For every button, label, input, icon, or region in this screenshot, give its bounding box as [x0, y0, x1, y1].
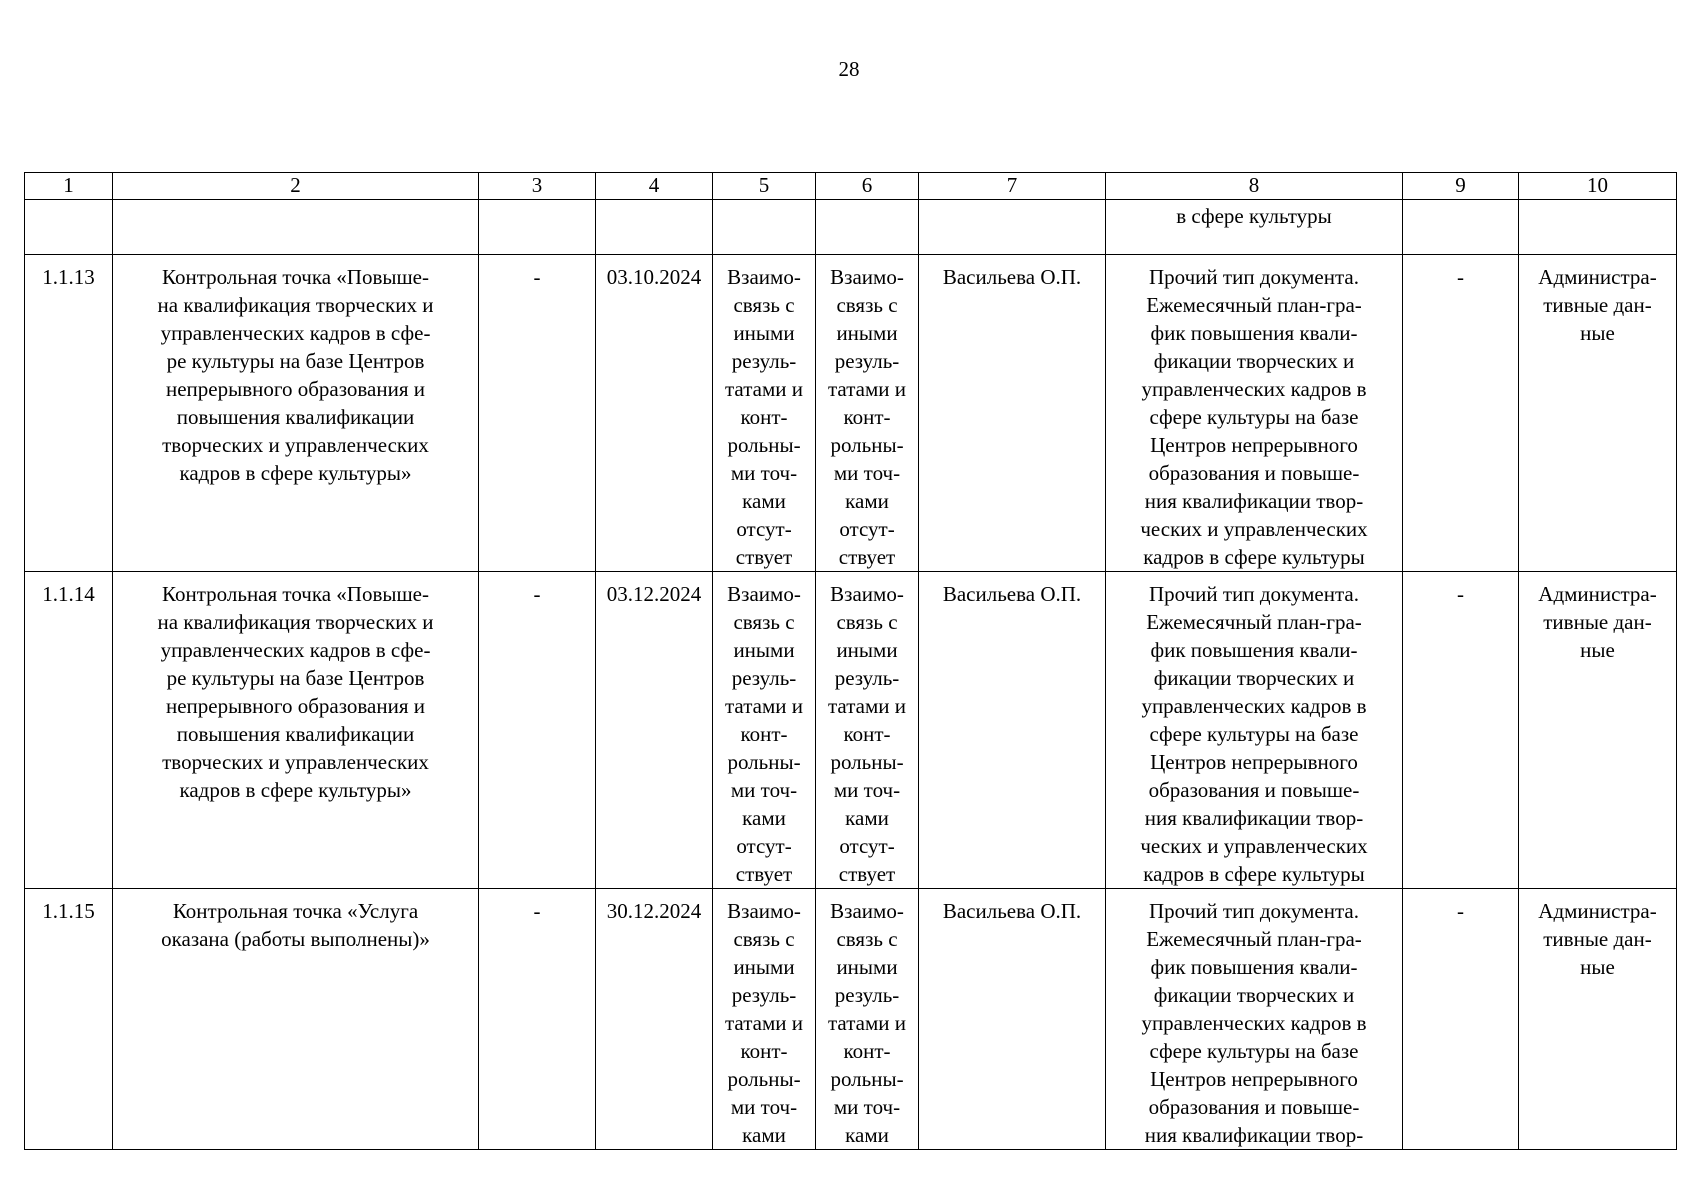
- column-number: 7: [919, 173, 1106, 200]
- control-points-table: [24, 172, 1677, 1150]
- document-cell: Прочий тип документа. Ежемесячный план-гра- фик повышения квали- фикации творческих и управленческих кадров в сфере культуры на базе Центров непрерывного образования и повыше- ния квалификации твор- ческих и управленческих кадров в сфере культуры: [1106, 572, 1403, 889]
- document-cell: Прочий тип документа. Ежемесячный план-гра- фик повышения квали- фикации творческих и управленческих кадров в сфере культуры на базе Центров непрерывного образования и повыше- ния квалификации твор-: [1106, 889, 1403, 1150]
- empty-cell: [25, 200, 113, 255]
- data-source-cell: Администра- тивные дан- ные: [1519, 889, 1677, 1150]
- table-row: [25, 255, 1677, 572]
- table-row: [25, 572, 1677, 889]
- relationship-cell: Взаимо- связь с иными резуль- татами и конт- рольны- ми точ- ками отсут- ствует: [713, 255, 816, 572]
- dash-cell: -: [479, 889, 596, 1150]
- empty-cell: [113, 200, 479, 255]
- document-cell: Прочий тип документа. Ежемесячный план-гра- фик повышения квали- фикации творческих и управленческих кадров в сфере культуры на базе Центров непрерывного образования и повыше- ния квалификации твор- ческих и управленческих кадров в сфере культуры: [1106, 255, 1403, 572]
- relationship-cell: Взаимо- связь с иными резуль- татами и конт- рольны- ми точ- ками: [713, 889, 816, 1150]
- column-number: 2: [113, 173, 479, 200]
- row-id-cell: 1.1.15: [25, 889, 113, 1150]
- dash-cell: -: [479, 255, 596, 572]
- row-id-cell: 1.1.13: [25, 255, 113, 572]
- date-cell: 03.12.2024: [596, 572, 713, 889]
- table-row: [25, 889, 1677, 1150]
- responsible-cell: Васильева О.П.: [919, 889, 1106, 1150]
- column-number: 5: [713, 173, 816, 200]
- relationship-cell: Взаимо- связь с иными резуль- татами и конт- рольны- ми точ- ками отсут- ствует: [816, 255, 919, 572]
- relationship-cell: Взаимо- связь с иными резуль- татами и конт- рольны- ми точ- ками отсут- ствует: [816, 572, 919, 889]
- date-cell: 03.10.2024: [596, 255, 713, 572]
- relationship-cell: Взаимо- связь с иными резуль- татами и конт- рольны- ми точ- ками: [816, 889, 919, 1150]
- column-number: 10: [1519, 173, 1677, 200]
- responsible-cell: Васильева О.П.: [919, 255, 1106, 572]
- data-source-cell: Администра- тивные дан- ные: [1519, 572, 1677, 889]
- relationship-cell: Взаимо- связь с иными резуль- татами и конт- рольны- ми точ- ками отсут- ствует: [713, 572, 816, 889]
- responsible-cell: Васильева О.П.: [919, 572, 1106, 889]
- page-number: 28: [838, 57, 860, 81]
- empty-cell: [713, 200, 816, 255]
- column-numbers-row: [25, 173, 1677, 200]
- empty-cell: [1519, 200, 1677, 255]
- column-number: 8: [1106, 173, 1403, 200]
- date-cell: 30.12.2024: [596, 889, 713, 1150]
- control-point-name-cell: Контрольная точка «Услуга оказана (работы выполнены)»: [113, 889, 479, 1150]
- column-number: 1: [25, 173, 113, 200]
- column-number: 6: [816, 173, 919, 200]
- empty-cell: [479, 200, 596, 255]
- empty-cell: [1403, 200, 1519, 255]
- empty-cell: [816, 200, 919, 255]
- column-number: 9: [1403, 173, 1519, 200]
- column-number: 4: [596, 173, 713, 200]
- document-cell: в сфере культуры: [1106, 200, 1403, 255]
- dash-cell: -: [479, 572, 596, 889]
- data-source-cell: Администра- тивные дан- ные: [1519, 255, 1677, 572]
- continuation-row: [25, 200, 1677, 255]
- control-point-name-cell: Контрольная точка «Повыше- на квалификация творческих и управленческих кадров в сфе- ре культуры на базе Центров непрерывного образования и повышения квалификации творческих и управленческих кадров в сфере культуры»: [113, 572, 479, 889]
- column-number: 3: [479, 173, 596, 200]
- dash-cell: -: [1403, 889, 1519, 1150]
- row-id-cell: 1.1.14: [25, 572, 113, 889]
- control-point-name-cell: Контрольная точка «Повыше- на квалификация творческих и управленческих кадров в сфе- ре культуры на базе Центров непрерывного образования и повышения квалификации творческих и управленческих кадров в сфере культуры»: [113, 255, 479, 572]
- dash-cell: -: [1403, 572, 1519, 889]
- dash-cell: -: [1403, 255, 1519, 572]
- empty-cell: [919, 200, 1106, 255]
- empty-cell: [596, 200, 713, 255]
